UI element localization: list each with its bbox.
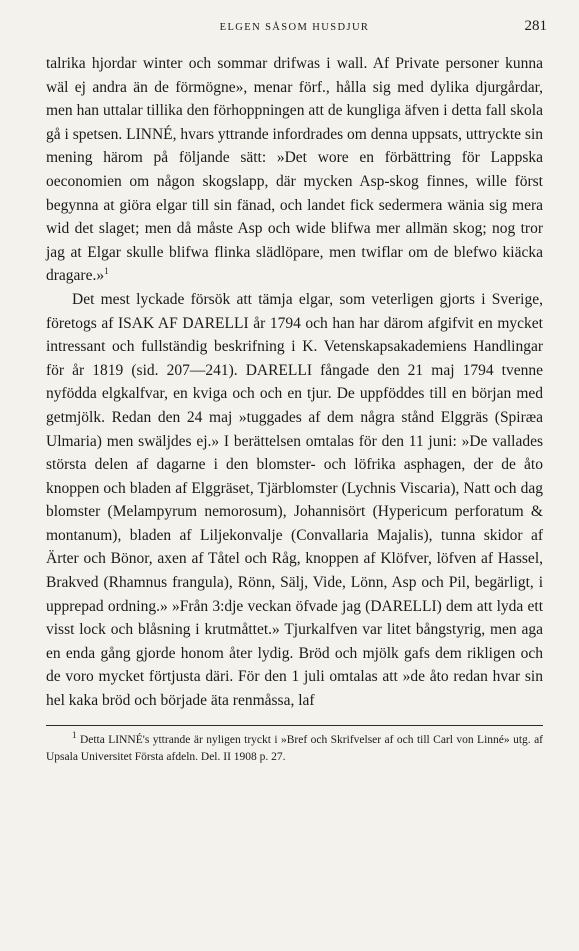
running-head (46, 18, 547, 44)
footnote-marker: 1 (72, 729, 77, 740)
paragraph-1 (46, 52, 543, 288)
footnote (46, 729, 543, 766)
running-title: ELGEN SÅSOM HUSDJUR (219, 22, 370, 33)
footnote-rule (46, 725, 543, 726)
footnote-text: Detta LINNÉ's yttrande är nyligen tryckt i »Bref och Skrifvelser af och till Carl von Linné» utg. af Upsala Universitet Första afdeln. Del. II 1908 p. 27. (46, 733, 543, 763)
footnote-reference: 1 (104, 266, 109, 277)
page-number: 281 (524, 18, 547, 34)
paragraph-2-text: Det mest lyckade försök att tämja elgar, som veterligen gjorts i Sverige, företogs af ISAK AF DARELLI år 1794 och han har därom afgifvit en mycket intressant och fullständig beskrifning i K. Vetenskapsakademiens Handlingar för år 1819 (sid. 207—241). DARELLI fångade den 21 maj 1794 tvenne nyfödda elgkalfvar, en kviga och och en tjur. De uppföddes till en början med getmjölk. Redan den 24 maj »tuggades af dem några stånd Elggräs (Spiræa Ulmaria) men swäljdes ej.» I berättelsen omtalas för den 11 juni: »De vallades största delen af dagarne i den blomster- och löfrika asphagen, der de åto knoppen och bladen af Elggräset, Tjärblomster (Lychnis Viscaria), Natt och dag blomster (Melampyrum nemorosum), Johannisört (Hypericum perforatum & montanum), bladen af Liljekonvalje (Convallaria Majalis), tunna skidor af Ärter och Bönor, axen af Tåtel och Råg, knoppen af Klöfver, löfven af Hassel, Brakved (Rhamnus frangula), Rönn, Sälj, Vide, Lönn, Asp och Pil, begärligt, i upprepad ordning.» »Från 3:dje veckan öfvade jag (DARELLI) dem att lyda ett visst lock och blåsning i krutmåttet.» Tjurkalfven var litet bångstyrig, men aga en enda gång gjorde honom åter lydig. Bröd och mjölk gafs dem rikligen och de voro mycket förtjusta däri. För den 1 juli omtalas att »de åto redan hvar sin hel kaka bröd och började äta renmåssa, laf (46, 290, 543, 710)
body-text (46, 52, 543, 713)
paragraph-2 (46, 288, 543, 713)
paragraph-1-text: talrika hjordar winter och sommar drifwas i wall. Af Private personer kunna wäl ej andra än de förmögne», menar förf., hålla sig med dylika djurgårdar, men han uttalar tillika den förhoppningen att de kungliga äfven i detta fall skola gå i spetsen. LINNÉ, hvars yttrande infordrades om denna uppsats, uttryckte sin mening härom på följande sätt: »Det wore en förbättring för Lappska oeconomien om någon skogslapp, där mycken Asp-skog finnes, wille först begynna at giöra elgar till sin fänad, och landet fick sedermera wänia sig mera wid det slaget; men då måste Asp och wide blifwa mer allmän skog; nog tror jag at Elgar skulle blifwa flinka slädlöpare, men twiflar om de blefwo kiäcka dragare.» (46, 55, 543, 285)
